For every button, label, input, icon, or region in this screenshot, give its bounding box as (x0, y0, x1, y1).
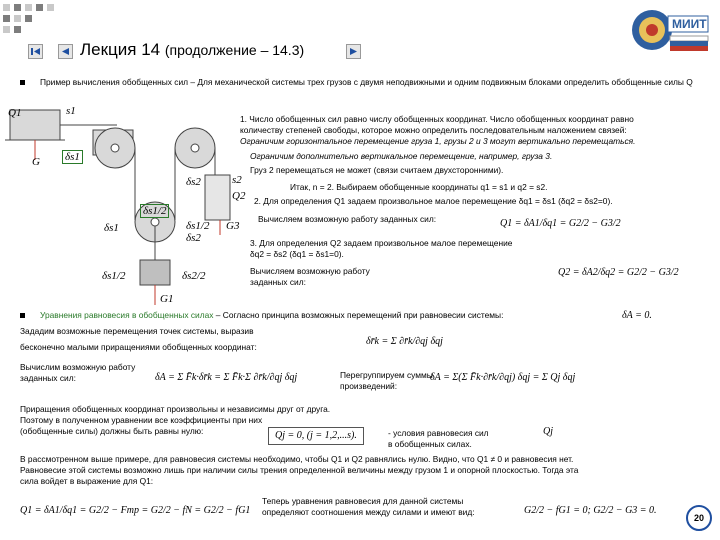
text-line: произведений: (340, 381, 398, 391)
section-title: Уравнения равновесия в обобщенных силах (40, 310, 214, 320)
formula-qj0: Qj = 0, (j = 1,2,...s). (268, 427, 364, 445)
text-line: сила войдет в выражение для Q1: (20, 476, 154, 486)
text-line: бесконечно малыми приращениями обобщенных координат: (20, 342, 257, 352)
diagram-label: Q1 (8, 107, 22, 119)
text-line: заданных сил: (20, 373, 76, 383)
text-line: в обобщенных силах. (388, 439, 472, 449)
decor-square (3, 26, 10, 33)
text-line: Поэтому в полученном уравнении все коэффициенты при них (20, 415, 263, 425)
diagram-label: s1 (66, 105, 76, 117)
formula-qj: Qj (543, 426, 553, 437)
logo (630, 6, 710, 54)
logo-text: МИИТ (672, 17, 707, 31)
diagram-label: δs1 (104, 222, 119, 234)
diagram-label: G3 (226, 220, 240, 232)
diagram-label: Q2 (232, 190, 246, 202)
decor-square (47, 4, 54, 11)
text-line: заданных сил: (250, 277, 306, 287)
diagram-label: G1 (160, 293, 174, 305)
title-main: Лекция 14 (80, 40, 161, 59)
text-line: Перегруппируем суммы (340, 370, 433, 380)
decor-square (3, 4, 10, 11)
text-line: - условия равновесия сил (388, 428, 489, 438)
load-3 (205, 175, 230, 220)
diagram-label: δs2 (186, 176, 201, 188)
load-2 (140, 260, 170, 285)
diagram-label: δs1/2 (102, 270, 126, 282)
text-line: Итак, n = 2. Выбираем обобщенные координаты q1 = s1 и q2 = s2. (290, 182, 548, 192)
pulley-axle (191, 144, 199, 152)
text-line: 3. Для определения Q2 задаем произвольное малое перемещение (250, 238, 513, 248)
text-line: Вычисляем возможную работу (250, 266, 370, 276)
text-line: Зададим возможные перемещения точек системы, выразив (20, 326, 254, 336)
formula-q1-friction: Q1 = δA1/δq1 = G2/2 − Fтр = G2/2 − fN = G2/2 − fG1 (20, 505, 251, 516)
slide-title (80, 40, 304, 60)
intro-text (40, 77, 710, 88)
pulley-axle (151, 218, 159, 226)
diagram-label: δs2 (186, 232, 201, 244)
formula-q1: Q1 = δA1/δq1 = G2/2 − G3/2 (500, 218, 621, 229)
text-line: Вычислим возможную работу (20, 362, 136, 372)
text-line: Равновесие этой системы возможно лишь при наличии силы трения определенной величины между грузом 1 и опорной плоскостью. Тогда эта (20, 465, 579, 475)
section-heading (40, 310, 503, 320)
intro-text-span: Пример вычисления обобщенных сил – Для механической системы трех грузов с двумя неподвижными и одним подвижным блоками определить обобщенные силы Q (40, 77, 693, 87)
formula-dA: δA = Σ F̄k·δr̄k = Σ F̄k·Σ ∂r̄k/∂qj δqj (155, 372, 298, 383)
text-line: 1. Число обобщенных сил равно числу обобщенных координат. Число обобщенных координат равно (240, 114, 634, 124)
decor-square (3, 15, 10, 22)
diagram-label: δs1/2 (186, 220, 210, 232)
diagram-label: δs1 (62, 150, 83, 164)
page-number: 20 (693, 513, 704, 523)
pulley-axle (111, 144, 119, 152)
decor-square (14, 26, 21, 33)
page-number-badge (686, 505, 712, 531)
diagram-label: δs1/2 (140, 204, 169, 218)
bullet-icon (20, 80, 25, 85)
title-sub: (продолжение – 14.3) (164, 42, 305, 58)
text-line: Груз 2 перемещаться не может (связи считаем двухсторонними). (250, 165, 504, 175)
text-line: 2. Для определения Q1 задаем произвольное малое перемещение δq1 = δs1 (δq2 = δs2=0). (254, 196, 613, 206)
text-line: δq2 = δs2 (δq1 = δs1=0). (250, 249, 344, 259)
text-line: (обобщенные силы) должны быть равны нулю: (20, 426, 204, 436)
decor-square (25, 15, 32, 22)
text-line: количеству степеней свободы, которое можно определить последовательным наложением связей: (240, 125, 627, 135)
first-slide-button[interactable] (28, 44, 43, 59)
text-line: Ограничим дополнительно вертикальное перемещение, например, груза 3. (250, 151, 553, 161)
text-line: Вычисляем возможную работу заданных сил: (258, 214, 437, 224)
formula-dA2: δA = Σ(Σ F̄k·∂r̄k/∂qj) δqj = Σ Qj δqj (430, 372, 576, 383)
diagram-label: δs2/2 (182, 270, 206, 282)
text-line: Ограничим горизонтальное перемещение груза 1, грузы 2 и 3 могут вертикально перемещаться. (240, 136, 636, 146)
formula-q2: Q2 = δA2/δq2 = G2/2 − G3/2 (558, 267, 679, 278)
formula-final: G2/2 − fG1 = 0; G2/2 − G3 = 0. (524, 505, 657, 516)
bullet-icon (20, 313, 25, 318)
text-line: В рассмотренном выше примере, для равновесия системы необходимо, чтобы Q1 и Q2 равнялись нулю. Видно, что Q1 ≠ 0 и равновесия нет. (20, 454, 574, 464)
decor-square (25, 4, 32, 11)
diagram-label: s2 (232, 174, 242, 186)
formula-eq: δA = 0. (622, 310, 652, 321)
decor-square (14, 15, 21, 22)
arrow-right-icon (347, 45, 360, 58)
prev-slide-button[interactable] (58, 44, 73, 59)
diagram-label: G (32, 156, 40, 168)
decor-square (14, 4, 21, 11)
formula-dr: δr̄k = Σ ∂r̄k/∂qj δqj (366, 336, 443, 347)
arrow-left-icon (59, 45, 72, 58)
text-line: Приращения обобщенных координат произвольны и независимы друг от друга. (20, 404, 331, 414)
next-slide-button[interactable] (346, 44, 361, 59)
text-line: Теперь уравнения равновесия для данной системы (262, 496, 464, 506)
decor-square (36, 4, 43, 11)
text-line: определяют соотношения между силами и имеют вид: (262, 507, 475, 517)
section-title-rest: – Согласно принципа возможных перемещений при равновесии системы: (213, 310, 504, 320)
skip-back-icon (29, 45, 42, 58)
